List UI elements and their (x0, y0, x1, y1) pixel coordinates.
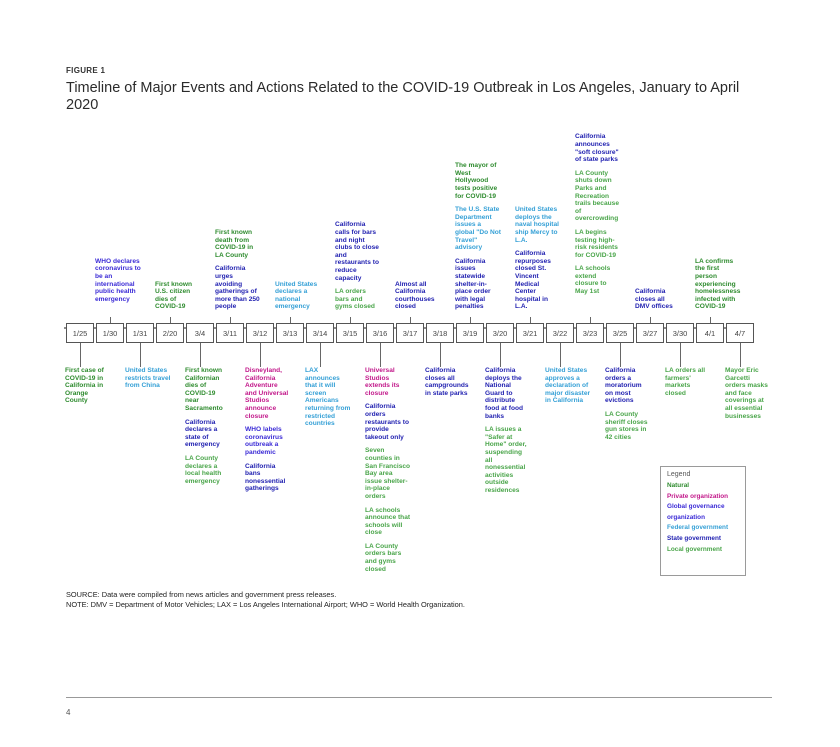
date-marker: 3/23 (576, 323, 604, 343)
legend-item-local: Local government (667, 545, 723, 553)
connector-line (650, 317, 651, 323)
date-marker: 3/27 (636, 323, 664, 343)
event-text: Almost all California courthouses closed (395, 280, 435, 311)
event-text: The U.S. State Department issues a global "Do Not Travel" advisory (455, 206, 501, 252)
event-group-above (695, 258, 741, 317)
event-group-above (575, 133, 621, 301)
connector-line (380, 343, 381, 367)
date-marker: 1/31 (126, 323, 154, 343)
event-text: LA County shuts down Parks and Recreation trails because of overcrowding (575, 169, 619, 223)
event-text: First known Californian dies of COVID-19 near Sacramento (185, 367, 223, 412)
event-text: LA schools announce that schools will close (365, 506, 411, 537)
date-marker: 2/20 (156, 323, 184, 343)
date-marker: 3/21 (516, 323, 544, 343)
event-group-below (485, 367, 531, 501)
legend-title: Legend (667, 471, 691, 478)
event-text: California repurposes closed St. Vincent Medical Center hospital in L.A. (515, 250, 551, 311)
event-group-above (635, 288, 681, 317)
page-number: 4 (66, 708, 71, 717)
event-text: The mayor of West Hollywood tests positive for COVID-19 (455, 162, 498, 200)
note-line: NOTE: DMV = Department of Motor Vehicles; LAX = Los Angeles International Airport; WHO = World Health Organization. (66, 600, 465, 609)
event-text: California orders restaurants to provide takeout only (365, 403, 409, 441)
date-marker: 3/22 (546, 323, 574, 343)
event-text: California urges avoiding gatherings of more than 250 people (215, 265, 260, 311)
date-marker: 3/11 (216, 323, 244, 343)
event-text: LA begins testing high-risk residents for COVID-19 (575, 228, 618, 259)
event-text: LA schools extend closure to May 1st (575, 265, 611, 296)
connector-line (410, 317, 411, 323)
legend-item-state: State government (667, 534, 721, 542)
event-text: United States declares a national emergency (275, 280, 318, 311)
event-text: LAX announces that it will screen Americans returning from restricted countries (305, 367, 351, 428)
event-text: United States approves a declaration of major disaster in California (545, 367, 591, 405)
date-marker: 3/19 (456, 323, 484, 343)
connector-line (590, 317, 591, 323)
legend-items (667, 481, 739, 555)
footer-divider (66, 697, 772, 698)
event-text: United States deploys the naval hospital ship Mercy to L.A. (515, 206, 559, 244)
date-marker: 3/20 (486, 323, 514, 343)
event-text: Mayor Eric Garcetti orders masks and face coverings at all essential businesses (725, 367, 768, 420)
legend-item-federal: Federal government (667, 524, 729, 532)
event-text: LA orders bars and gyms closed (335, 288, 375, 311)
legend-item-private: Private organization (667, 492, 729, 500)
date-marker: 3/13 (276, 323, 304, 343)
event-text: WHO labels coronavirus outbreak a pandemic (245, 426, 283, 456)
figure-label: FIGURE 1 (66, 66, 106, 75)
date-marker: 1/25 (66, 323, 94, 343)
event-group-above (155, 281, 201, 317)
connector-line (740, 343, 741, 367)
connector-line (80, 343, 81, 367)
event-text: California issues statewide shelter-in-place order with legal penalties (455, 257, 491, 311)
date-marker: 3/18 (426, 323, 454, 343)
event-text: California closes all DMV offices (635, 288, 673, 311)
event-text: Seven counties in San Francisco Bay area issue shelter-in-place orders (365, 447, 411, 500)
connector-line (350, 317, 351, 323)
connector-line (680, 343, 681, 367)
event-group-above (215, 229, 261, 317)
event-group-below (65, 367, 111, 411)
legend-item-natural: Natural (667, 482, 690, 489)
connector-line (230, 317, 231, 323)
connector-line (260, 343, 261, 367)
event-text: California calls for bars and night clubs to close and restaurants to reduce capacity (335, 221, 379, 282)
date-marker: 4/1 (696, 323, 724, 343)
connector-line (170, 317, 171, 323)
source-line: SOURCE: Data were compiled from news articles and government press releases. (66, 590, 337, 599)
event-group-above (335, 221, 381, 317)
event-group-above (395, 281, 441, 317)
event-group-below (545, 367, 591, 411)
event-group-below (425, 367, 471, 403)
event-text: LA confirms the first person experiencing homelessness infected with COVID-19 (695, 257, 741, 311)
event-group-below (665, 367, 711, 403)
connector-line (440, 343, 441, 367)
event-group-below (725, 367, 771, 426)
event-text: First known death from COVID-19 in LA County (215, 229, 254, 259)
event-text: California declares a state of emergency (185, 418, 220, 449)
connector-line (500, 343, 501, 367)
event-group-above (95, 258, 141, 310)
event-text: First case of COVID-19 in California in Orange County (65, 367, 104, 405)
event-group-below (185, 367, 231, 491)
event-text: LA orders all farmers' markets closed (665, 367, 706, 397)
event-text: WHO declares coronavirus to be an international public health emergency (95, 257, 141, 303)
event-group-below (125, 367, 171, 396)
event-text: LA County orders bars and gyms closed (365, 542, 402, 573)
event-text: LA issues a "Safer at Home" order, suspending all nonessential activities outside residences (485, 426, 527, 494)
date-marker: 4/7 (726, 323, 754, 343)
event-text: California closes all campgrounds in state parks (425, 367, 469, 397)
connector-line (530, 317, 531, 323)
date-marker: 3/30 (666, 323, 694, 343)
connector-line (560, 343, 561, 367)
event-text: Universal Studios extends its closure (365, 367, 400, 397)
date-marker: 3/15 (336, 323, 364, 343)
event-text: United States restricts travel from China (125, 367, 171, 390)
source-note (66, 590, 465, 610)
event-text: LA County sheriff closes gun stores in 42 cities (605, 410, 648, 441)
date-marker: 3/14 (306, 323, 334, 343)
connector-line (470, 317, 471, 323)
event-text: California announces "soft closure" of state parks (575, 133, 619, 164)
date-marker: 3/25 (606, 323, 634, 343)
connector-line (320, 343, 321, 367)
legend (660, 466, 746, 576)
connector-line (710, 317, 711, 323)
event-group-below (365, 367, 411, 579)
date-marker: 1/30 (96, 323, 124, 343)
figure-title: Timeline of Major Events and Actions Related to the COVID-19 Outbreak in Los Angeles, January to April 2020 (66, 80, 740, 113)
event-text: First known U.S. citizen dies of COVID-19 (155, 280, 192, 311)
connector-line (200, 343, 201, 367)
event-group-above (275, 281, 321, 317)
event-text: California deploys the National Guard to distribute food at food banks (485, 367, 524, 420)
event-text: Disneyland, California Adventure and Universal Studios announce closure (245, 367, 289, 420)
event-text: California bans nonessential gatherings (245, 462, 286, 493)
date-marker: 3/17 (396, 323, 424, 343)
connector-line (140, 343, 141, 367)
date-marker: 3/4 (186, 323, 214, 343)
connector-line (290, 317, 291, 323)
connector-line (620, 343, 621, 367)
legend-item-global: Global governance organization (667, 503, 725, 521)
event-group-below (305, 367, 351, 434)
date-marker: 3/12 (246, 323, 274, 343)
event-group-above (515, 206, 561, 317)
connector-line (110, 317, 111, 323)
event-text: LA County declares a local health emergency (185, 454, 222, 485)
event-group-above (455, 162, 501, 317)
date-marker: 3/16 (366, 323, 394, 343)
event-text: California orders a moratorium on most evictions (605, 367, 642, 405)
event-group-below (605, 367, 651, 447)
event-group-below (245, 367, 291, 499)
